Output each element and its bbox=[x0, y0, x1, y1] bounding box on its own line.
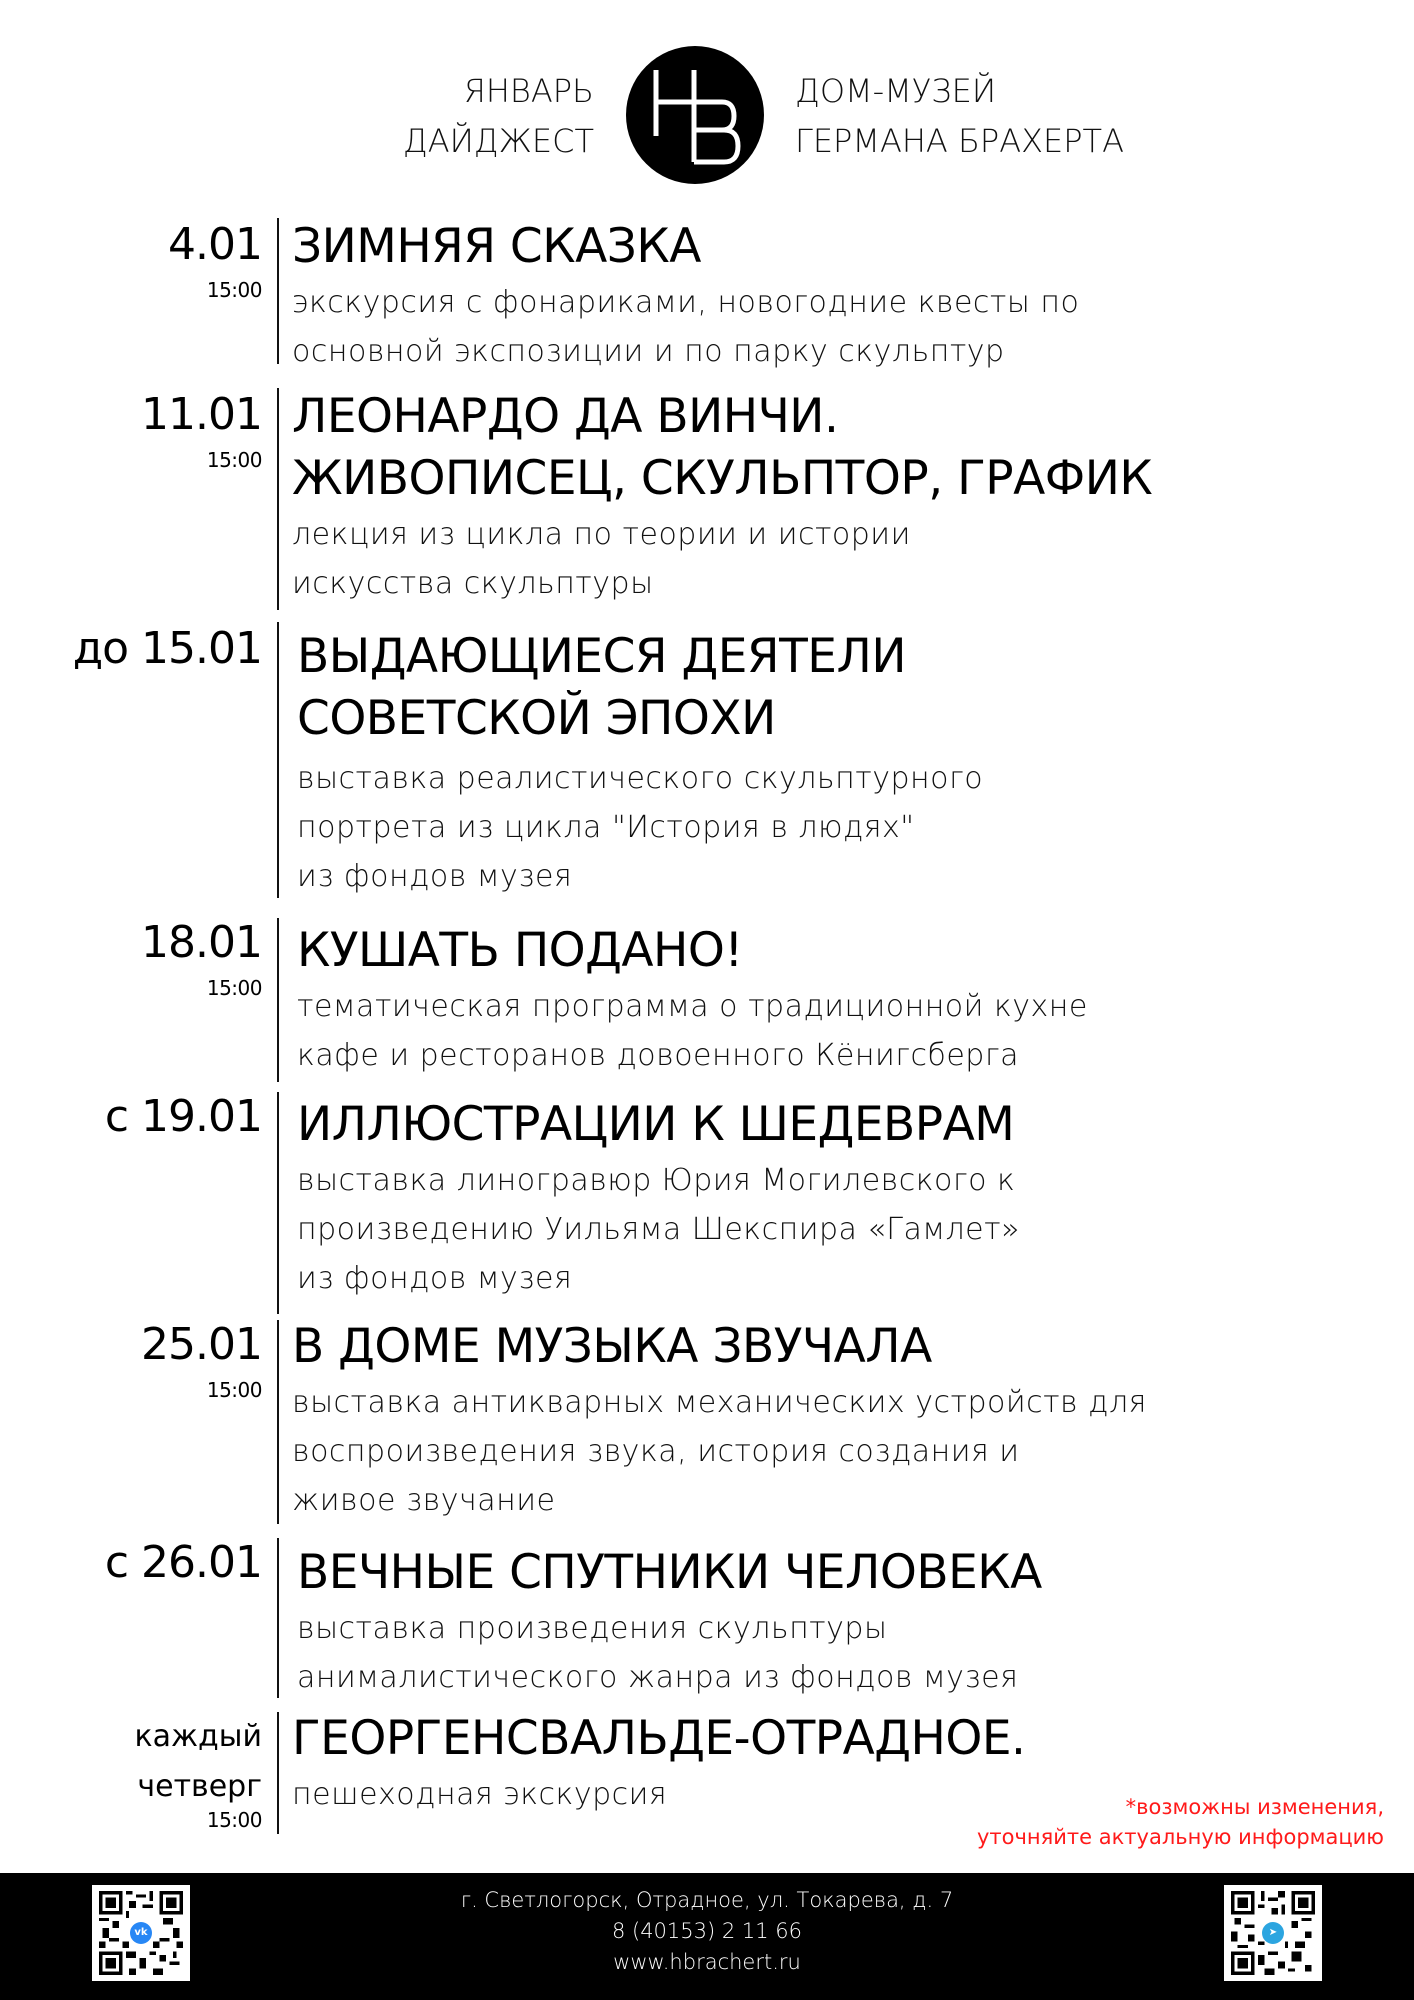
divider bbox=[277, 1320, 279, 1524]
event-date: 4.01 bbox=[168, 219, 262, 270]
event-description: живое звучание bbox=[292, 1483, 556, 1518]
event-date: 25.01 bbox=[141, 1319, 262, 1370]
divider bbox=[277, 1092, 279, 1314]
telegram-qr-code[interactable] bbox=[1224, 1885, 1322, 1981]
event-description: выставка линогравюр Юрия Могилевского к bbox=[297, 1163, 1016, 1198]
event-description: экскурсия с фонариками, новогодние квесты по bbox=[292, 285, 1080, 320]
event-description: тематическая программа о традиционной кухне bbox=[297, 989, 1088, 1024]
header-month: ЯНВАРЬ bbox=[463, 72, 594, 110]
museum-logo bbox=[626, 46, 764, 184]
event-description: выставка антикварных механических устройств для bbox=[292, 1385, 1147, 1420]
event-title: ЗИМНЯЯ СКАЗКА bbox=[292, 219, 701, 274]
header-digest: ДАЙДЖЕСТ bbox=[402, 122, 594, 160]
divider bbox=[277, 918, 279, 1082]
event-title: ИЛЛЮСТРАЦИИ К ШЕДЕВРАМ bbox=[297, 1097, 1015, 1152]
footer-address: г. Светлогорск, Отрадное, ул. Токарева, д. 7 bbox=[460, 1888, 954, 1912]
event-time: 15:00 bbox=[206, 976, 262, 1000]
event-title: ЛЕОНАРДО ДА ВИНЧИ. bbox=[292, 389, 839, 444]
event-time: 15:00 bbox=[206, 278, 262, 302]
event-title: ВЕЧНЫЕ СПУТНИКИ ЧЕЛОВЕКА bbox=[297, 1545, 1042, 1600]
event-date: с 26.01 bbox=[104, 1537, 262, 1588]
event-title: В ДОМЕ МУЗЫКА ЗВУЧАЛА bbox=[292, 1319, 932, 1374]
event-time: 15:00 bbox=[206, 448, 262, 472]
event-time: 15:00 bbox=[206, 1378, 262, 1402]
event-description: из фондов музея bbox=[297, 859, 573, 894]
disclaimer-note bbox=[977, 1792, 1384, 1852]
event-title: ГЕОРГЕНСВАЛЬДЕ-ОТРАДНОЕ. bbox=[292, 1711, 1026, 1766]
event-description: пешеходная экскурсия bbox=[292, 1777, 668, 1812]
event-description: лекция из цикла по теории и истории bbox=[292, 517, 911, 552]
event-date: с 19.01 bbox=[104, 1091, 262, 1142]
event-title: СОВЕТСКОЙ ЭПОХИ bbox=[297, 691, 776, 746]
disclaimer-line: *возможны изменения, bbox=[1125, 1795, 1384, 1819]
event-description: выставка реалистического скульптурного bbox=[297, 761, 984, 796]
header-right-text bbox=[795, 66, 1124, 166]
event-date-thursday: четверг bbox=[137, 1769, 262, 1804]
hb-monogram-icon bbox=[626, 46, 764, 184]
vk-icon: vk bbox=[130, 1922, 152, 1944]
event-description: анималистического жанра из фондов музея bbox=[297, 1660, 1019, 1695]
event-description: основной экспозиции и по парку скульптур bbox=[292, 334, 1005, 369]
event-title: ЖИВОПИСЕЦ, СКУЛЬПТОР, ГРАФИК bbox=[292, 451, 1153, 506]
divider bbox=[277, 218, 279, 364]
event-description: выставка произведения скульптуры bbox=[297, 1611, 888, 1646]
event-time: 15:00 bbox=[206, 1808, 262, 1832]
telegram-icon: ➤ bbox=[1262, 1922, 1284, 1944]
event-title: ВЫДАЮЩИЕСЯ ДЕЯТЕЛИ bbox=[297, 629, 906, 684]
footer-contacts bbox=[0, 1885, 1414, 1978]
divider bbox=[277, 622, 279, 898]
event-description: воспроизведения звука, история создания и bbox=[292, 1434, 1020, 1469]
divider bbox=[277, 388, 279, 610]
event-description: из фондов музея bbox=[297, 1261, 573, 1296]
header-museum: ДОМ-МУЗЕЙ bbox=[795, 72, 997, 110]
event-description: произведению Уильяма Шекспира «Гамлет» bbox=[297, 1212, 1020, 1247]
divider bbox=[277, 1712, 279, 1834]
event-title: КУШАТЬ ПОДАНО! bbox=[297, 923, 743, 978]
disclaimer-line: уточняйте актуальную информацию bbox=[977, 1825, 1384, 1849]
event-description: искусства скульптуры bbox=[292, 566, 654, 601]
event-description: портрета из цикла "История в людях" bbox=[297, 810, 915, 845]
event-description: кафе и ресторанов довоенного Кёнигсберга bbox=[297, 1038, 1019, 1073]
event-date: 11.01 bbox=[141, 389, 262, 440]
footer-website[interactable]: www.hbrachert.ru bbox=[613, 1950, 801, 1974]
footer-phone[interactable]: 8 (40153) 2 11 66 bbox=[611, 1919, 803, 1943]
footer bbox=[0, 1873, 1414, 2000]
event-date-every: каждый bbox=[134, 1719, 262, 1754]
event-date: до 15.01 bbox=[72, 623, 262, 674]
event-date: 18.01 bbox=[141, 917, 262, 968]
divider bbox=[277, 1538, 279, 1698]
header-museum-name: ГЕРМАНА БРАХЕРТА bbox=[795, 122, 1124, 160]
header-left-text bbox=[403, 66, 594, 166]
